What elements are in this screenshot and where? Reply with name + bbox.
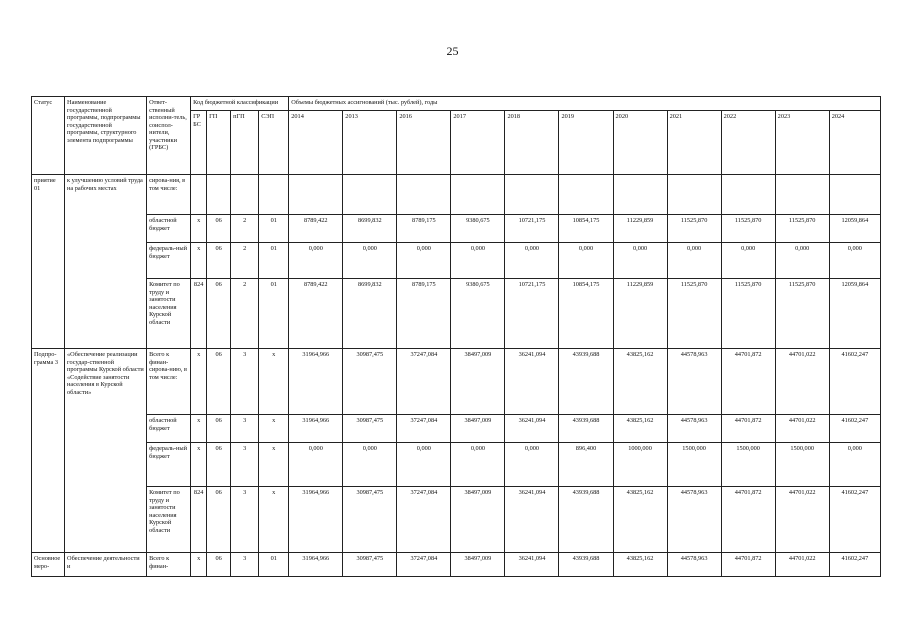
- cell-value: 44701,022: [775, 553, 829, 577]
- cell-value: 9380,675: [451, 215, 505, 243]
- cell-grbs: х: [191, 243, 207, 279]
- cell-name: «Обеспечение реализации государ-ственной программы Курской области «Содействие занятости населения в Курской области»: [65, 349, 147, 553]
- cell-pgp: 3: [231, 443, 259, 487]
- cell-value: 30987,475: [343, 415, 397, 443]
- cell-value: 8789,175: [397, 215, 451, 243]
- cell-value: 0,000: [343, 443, 397, 487]
- cell-value: 30987,475: [343, 349, 397, 415]
- cell-value: 0,000: [397, 443, 451, 487]
- cell-pgp: 3: [231, 349, 259, 415]
- cell-value: 41602,247: [829, 349, 880, 415]
- cell-pgp: 2: [231, 215, 259, 243]
- cell-responsible: Всего к финан-: [147, 553, 191, 577]
- cell-value: 44701,022: [775, 415, 829, 443]
- cell-value: 38497,009: [451, 349, 505, 415]
- cell-sep: 01: [259, 279, 289, 349]
- cell-responsible: областной бюджет: [147, 415, 191, 443]
- cell-value: 44701,872: [721, 487, 775, 553]
- cell-value: 31964,966: [289, 553, 343, 577]
- header-status: Статус: [32, 97, 65, 175]
- cell-value: 43939,688: [559, 349, 613, 415]
- cell-value: 38497,009: [451, 553, 505, 577]
- table-row: [32, 175, 881, 215]
- cell-value: 0,000: [289, 443, 343, 487]
- table-row: [32, 349, 881, 415]
- cell-value: 896,400: [559, 443, 613, 487]
- cell-value: 43939,688: [559, 415, 613, 443]
- cell-value: 0,000: [829, 243, 880, 279]
- cell-value: 43825,162: [613, 553, 667, 577]
- cell-pgp: 3: [231, 553, 259, 577]
- cell-gp: 06: [207, 487, 231, 553]
- cell-value: 31964,966: [289, 415, 343, 443]
- cell-value: 10854,175: [559, 215, 613, 243]
- cell-value: 38497,009: [451, 415, 505, 443]
- header-year: 2022: [721, 111, 775, 175]
- cell-value: 41602,247: [829, 487, 880, 553]
- cell-value: 11525,870: [775, 215, 829, 243]
- header-budget-code: Код бюджетной классификации: [191, 97, 289, 111]
- cell-gp: 06: [207, 415, 231, 443]
- cell-value: 44578,963: [667, 349, 721, 415]
- header-year: 2013: [343, 111, 397, 175]
- header-year: 2017: [451, 111, 505, 175]
- cell-value: 8789,175: [397, 279, 451, 349]
- cell-gp: 06: [207, 215, 231, 243]
- cell-pgp: 3: [231, 415, 259, 443]
- header-year: 2018: [505, 111, 559, 175]
- cell-name: к улучшению условий труда на рабочих местах: [65, 175, 147, 349]
- cell-value: 43939,688: [559, 553, 613, 577]
- cell-gp: 06: [207, 443, 231, 487]
- cell-pgp: 3: [231, 487, 259, 553]
- header-volumes: Объемы бюджетных ассигнований (тыс. рублей), годы: [289, 97, 881, 111]
- cell-value: 44578,963: [667, 553, 721, 577]
- cell-value: 43825,162: [613, 487, 667, 553]
- header-year: 2019: [559, 111, 613, 175]
- header-grbs: ГР БС: [191, 111, 207, 175]
- cell-value: 8699,832: [343, 279, 397, 349]
- cell-gp: 06: [207, 553, 231, 577]
- cell-name: Обеспечение деятельности и: [65, 553, 147, 577]
- cell-responsible: федераль-ный бюджет: [147, 443, 191, 487]
- cell-value: 31964,966: [289, 487, 343, 553]
- cell-value: 8699,832: [343, 215, 397, 243]
- cell-pgp: 2: [231, 243, 259, 279]
- cell-value: 0,000: [343, 243, 397, 279]
- cell-responsible: Комитет по труду и занятости населения Курской области: [147, 487, 191, 553]
- cell-value: 31964,966: [289, 349, 343, 415]
- cell-value: [397, 175, 451, 215]
- cell-value: 41602,247: [829, 553, 880, 577]
- cell-value: 36241,094: [505, 487, 559, 553]
- cell-gp: [207, 175, 231, 215]
- header-gp: ГП: [207, 111, 231, 175]
- cell-sep: 01: [259, 553, 289, 577]
- cell-value: 41602,247: [829, 415, 880, 443]
- cell-value: 44701,022: [775, 487, 829, 553]
- cell-value: [451, 175, 505, 215]
- cell-value: 43825,162: [613, 349, 667, 415]
- cell-value: 37247,084: [397, 415, 451, 443]
- cell-value: 0,000: [613, 243, 667, 279]
- cell-status: приятие 01: [32, 175, 65, 349]
- cell-value: 10721,175: [505, 215, 559, 243]
- header-year: 2023: [775, 111, 829, 175]
- cell-value: 1000,000: [613, 443, 667, 487]
- cell-sep: [259, 175, 289, 215]
- cell-sep: х: [259, 487, 289, 553]
- cell-value: 11525,870: [721, 215, 775, 243]
- cell-status: Подпро-грамма 3: [32, 349, 65, 553]
- table-row: [32, 443, 881, 487]
- table-row: [32, 215, 881, 243]
- cell-responsible: Комитет по труду и занятости населения Курской области: [147, 279, 191, 349]
- cell-value: 44701,022: [775, 349, 829, 415]
- cell-value: 0,000: [505, 443, 559, 487]
- cell-value: 43825,162: [613, 415, 667, 443]
- cell-value: [289, 175, 343, 215]
- cell-value: 11525,870: [667, 215, 721, 243]
- cell-responsible: областной бюджет: [147, 215, 191, 243]
- cell-value: [505, 175, 559, 215]
- cell-value: 9380,675: [451, 279, 505, 349]
- cell-value: [775, 175, 829, 215]
- cell-pgp: [231, 175, 259, 215]
- cell-value: 0,000: [667, 243, 721, 279]
- cell-sep: х: [259, 415, 289, 443]
- cell-sep: 01: [259, 243, 289, 279]
- cell-sep: 01: [259, 215, 289, 243]
- header-year: 2016: [397, 111, 451, 175]
- cell-value: 12059,864: [829, 279, 880, 349]
- header-year: 2020: [613, 111, 667, 175]
- cell-value: 0,000: [559, 243, 613, 279]
- cell-value: [667, 175, 721, 215]
- cell-value: 0,000: [451, 443, 505, 487]
- cell-value: 1500,000: [667, 443, 721, 487]
- cell-value: 0,000: [505, 243, 559, 279]
- cell-value: [559, 175, 613, 215]
- cell-value: 10854,175: [559, 279, 613, 349]
- cell-value: 8789,422: [289, 279, 343, 349]
- table-row: [32, 553, 881, 577]
- cell-value: 1500,000: [775, 443, 829, 487]
- cell-value: 36241,094: [505, 349, 559, 415]
- cell-value: 1500,000: [721, 443, 775, 487]
- cell-value: 0,000: [721, 243, 775, 279]
- cell-value: 44701,872: [721, 349, 775, 415]
- cell-value: 0,000: [829, 443, 880, 487]
- cell-gp: 06: [207, 279, 231, 349]
- cell-value: 11525,870: [667, 279, 721, 349]
- cell-gp: 06: [207, 243, 231, 279]
- cell-value: 11525,870: [775, 279, 829, 349]
- cell-grbs: х: [191, 415, 207, 443]
- header-sep: СЭП: [259, 111, 289, 175]
- page-number: 25: [446, 44, 459, 58]
- table-row: [32, 279, 881, 349]
- cell-value: 30987,475: [343, 487, 397, 553]
- header-year: 2024: [829, 111, 880, 175]
- cell-grbs: х: [191, 349, 207, 415]
- cell-grbs: х: [191, 215, 207, 243]
- cell-value: 44701,872: [721, 415, 775, 443]
- cell-sep: х: [259, 443, 289, 487]
- cell-pgp: 2: [231, 279, 259, 349]
- cell-grbs: 824: [191, 487, 207, 553]
- cell-value: 44701,872: [721, 553, 775, 577]
- header-year: 2021: [667, 111, 721, 175]
- cell-value: 36241,094: [505, 415, 559, 443]
- cell-gp: 06: [207, 349, 231, 415]
- cell-value: 0,000: [775, 243, 829, 279]
- cell-value: [613, 175, 667, 215]
- cell-value: 8789,422: [289, 215, 343, 243]
- table-row: [32, 243, 881, 279]
- cell-status: Основное меро-: [32, 553, 65, 577]
- cell-grbs: 824: [191, 279, 207, 349]
- cell-value: 37247,084: [397, 349, 451, 415]
- cell-grbs: [191, 175, 207, 215]
- cell-value: [721, 175, 775, 215]
- cell-responsible: федераль-ный бюджет: [147, 243, 191, 279]
- cell-value: 43939,688: [559, 487, 613, 553]
- cell-value: 36241,094: [505, 553, 559, 577]
- header-name: Наименование государственной программы, подпрограммы государственной программы, структурного элемента подпрограммы: [65, 97, 147, 175]
- cell-value: 44578,963: [667, 487, 721, 553]
- cell-value: 0,000: [451, 243, 505, 279]
- cell-grbs: х: [191, 443, 207, 487]
- cell-value: 11525,870: [721, 279, 775, 349]
- cell-value: [829, 175, 880, 215]
- header-year: 2014: [289, 111, 343, 175]
- budget-table: [31, 96, 881, 577]
- cell-responsible: Всего к финан-сирова-нию, в том числе:: [147, 349, 191, 415]
- cell-value: 0,000: [289, 243, 343, 279]
- cell-value: 37247,084: [397, 487, 451, 553]
- cell-value: 12059,864: [829, 215, 880, 243]
- cell-value: 11229,859: [613, 215, 667, 243]
- header-pgp: пГП: [231, 111, 259, 175]
- cell-value: 38497,009: [451, 487, 505, 553]
- cell-value: 10721,175: [505, 279, 559, 349]
- cell-value: 0,000: [397, 243, 451, 279]
- cell-value: [343, 175, 397, 215]
- header-responsible: Ответ-ственный исполни-тель, соиспол-нители, участники (ГРБС): [147, 97, 191, 175]
- cell-value: 30987,475: [343, 553, 397, 577]
- cell-value: 44578,963: [667, 415, 721, 443]
- table-row: [32, 487, 881, 553]
- cell-value: 37247,084: [397, 553, 451, 577]
- cell-sep: х: [259, 349, 289, 415]
- cell-value: 11229,859: [613, 279, 667, 349]
- cell-grbs: х: [191, 553, 207, 577]
- table-body: [32, 175, 881, 577]
- table-row: [32, 415, 881, 443]
- cell-responsible: сирова-ния, в том числе:: [147, 175, 191, 215]
